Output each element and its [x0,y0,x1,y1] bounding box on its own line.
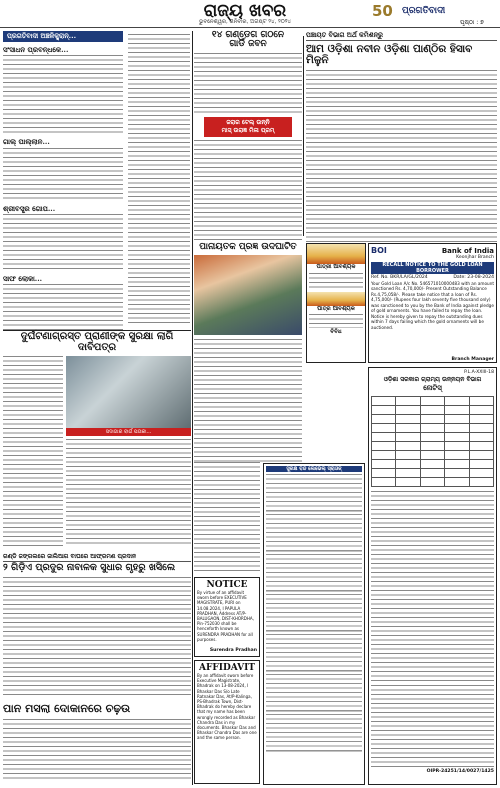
notice-title: NOTICE [206,580,248,590]
column-rule [3,330,191,331]
headline: ପାନାୟତକ ପ୍ରଜ୍ଞ ଉଦଘାଟିତ [199,242,297,252]
classified-body [309,273,363,291]
headline: ଗାର୍ଡି ଜବନ [229,39,267,50]
story-heading: ସଂସାଧନ ପ୍ରବନ୍ଧକେ... [3,45,69,54]
badge-line: ମାସ୍ ଉରାଜ୍ଞ ମିଳା ପ୍ରମ୍ [221,126,275,134]
story-body [3,284,123,330]
bank-name: Bank of India [441,246,494,255]
date-line: ଭୁବନେଶ୍ୱର, ଶନିବାର, ଅଗଷ୍ଟ ୨୪, ୨୦୨୪ [198,19,292,25]
story-body [194,339,302,463]
story-three [3,703,191,785]
story-two [3,563,191,703]
tender-table [371,396,494,487]
bank-signature: Branch Manager [451,356,494,362]
classified-entry [266,634,362,672]
story-heading: ଗାଲ୍ ପାଲ୍ଲାନ... [3,137,50,147]
column-rule [192,31,193,785]
rally-photo [194,255,302,335]
classified-entries [266,474,362,752]
story-body [3,55,123,135]
headline: ଆମ ଓଡ଼ିଶା ନବୀନ ଓଡ଼ିଶା ପାଣ୍ଠିର ହିସାବ ମିଳୁନି [306,43,473,67]
classified-body [309,314,363,328]
story-body [3,356,63,546]
notice-signature: Surendra Pradhan [209,648,257,653]
security-story [3,332,191,552]
bank-branch: Keonjhar Branch [456,255,494,260]
photo-caption: ସଦାଗାର ବାର୍ଗ ପତାକା... [66,428,191,436]
notice-title: AFFIDAVIT [199,663,255,673]
classified-image [307,244,365,264]
story-body [306,70,497,242]
story-body [128,34,190,324]
story-body [194,140,302,242]
notice-box [194,660,260,784]
headline: ପାନ ମସଲା ଦୋକାନରେ ଚଢ଼ଉ [3,702,131,715]
notice-body: By an affidavit sworn before Executive Magistrate, Bhadrak on 13-08-2024, I Bhaskar Das S/o Late Ratnakar Das, At/P-Kalinga, PS-Bhadrak Town, Dist-Bhadrak do hereby declare that my name has been wrongly recorded as Bhaskar Chandra Das in my documents. Bhaskar Das and Bhaskar Chandra Das are one and the same person. [197,673,257,741]
story-body [3,214,123,272]
notice-body: By virtue of an affidavit sworn before EXECUTIVE MAGISTRATE, PURI on 14.08.2024, I PAPULA PRADHAN, Address AT/P-BALUGAON, DIST-KHORDHA, Pin-752030 shall be henceforth known as SURENDRA PRADHAN for all purposes. [197,590,254,642]
bank-ad [368,243,497,363]
badge-line: ଜରାର ଟେଲ୍ ଉନ୍ନି [226,118,270,126]
left-banner: ପ୍ରଗତିବାଦୀ ଅଞ୍ଚଳିକ୍ସ୍ରାନ୍... [3,31,123,42]
notice-box [194,577,260,657]
classified-entry [266,594,362,632]
left-column [3,31,123,329]
bank-logo: BOI [371,246,387,255]
classified-entry [266,514,362,552]
classified-entry [266,674,362,712]
column-rule [303,36,304,236]
notice-body [371,685,494,769]
story-body [3,577,191,695]
middle-top-story [194,31,302,241]
headline: ୧୪ ଗଣ୍ଡେଗ ଗଠନେ [211,30,285,40]
story-body [66,439,191,547]
classified-entry [266,474,362,512]
headline: ଦୁର୍ଘଟଣାଗ୍ରସ୍ତ ପ୍ରାଣୀଙ୍କ ସୁରକ୍ଷା ଲାଗି ଦାବିପତ୍ର [20,331,174,353]
bank-date: Date: 23-08-2024 [453,274,494,280]
tender-notice [368,367,497,785]
classified-grid [263,463,365,785]
classified-header: ସୁରକ୍ଷ ବନ୍ଦ ଲେଭେଲ୍ ସ୍ରାଓଜ୍ [266,466,362,472]
classified-entry [266,554,362,592]
classified-image [307,292,365,306]
story-photo [66,356,191,428]
classified-label: ପାତ୍ରୀ ଆବଶ୍ୟକ [316,264,356,270]
story-body [3,148,123,202]
notice-title: ଓଡ଼ିଶା ସରକାର ଗ୍ରାମ୍ୟ ଉନ୍ନୟନ ବିଭାଗ [383,375,482,383]
classified-label: ବିବିଧ [330,329,342,336]
highlight-badge [204,117,292,137]
notice-subtitle: ନୋଟିସ୍ [423,383,442,392]
kicker: ଗଣ୍ଡି ଜଙ୍ଗଲରେ ଜାଲିଆଗ ବାଘରେ ଆଫ୍ରମଣ ପ୍ରଦାନ [3,553,191,562]
story-body [194,462,260,572]
story-body [194,53,302,115]
right-top-story [306,31,497,241]
story-heading: ସାଫ ଲୋକା... [3,274,43,284]
section-title: ରାଜ୍ୟ ଖବର [203,1,287,21]
anniversary-logo: 50 [372,2,393,20]
bank-body: Your Gold Loan A/c No. 546571010000483 with an amount sanctioned Rs. 4,70,000/- Present Outstanding Balance Rs.4,75,058/-. Please take notice that a loan of Rs. 4,75,000/- (Rupees four lakh seventy five thousand only) was sanctioned to you by the Bank of India against pledge of gold ornaments. You have failed to repay the loan. Notice is hereby given to repay the outstanding dues within 7 days failing which the gold ornaments will be auctioned. [371,280,494,330]
masthead [0,0,500,28]
notice-footer: OIPR-24251/14/0027/1425 [426,768,494,774]
bank-notice-title: RECALL NOTICE TO THE GOLD LOAN BORROWER [371,262,494,274]
kicker: ପଞ୍ଚାୟତ ବିଭାଗ ଅର୍ଥ କମିଶନ୍ରୁ [306,31,497,41]
notice-body [371,491,494,681]
ref: P.L.A-XXIII-18 [464,370,494,375]
classified-label: ପାତ୍ର ଆବଶ୍ୟକ [317,305,355,312]
story-body [3,719,191,779]
photo-story [194,243,302,458]
classified-panel [306,243,366,363]
story-heading: ଶ୍ରୀବସ୍ତ୍ର ଗୋପ... [3,203,56,213]
bank-ref: Ref. No. BKR/LA/GL/2024 [371,274,428,280]
headline: ୨ ଗିଡ଼ିଏ ପ୍ରଦୁର ନାବାଳକ ସୁଧାର ଗୃହରୁ ଖସିଲେ [3,562,176,573]
paper-name: ପ୍ରଗତିବାଦୀ [402,6,446,16]
page-number: ପୃଷ୍ଠା : ୭ [460,19,484,26]
classified-entry [266,714,362,752]
